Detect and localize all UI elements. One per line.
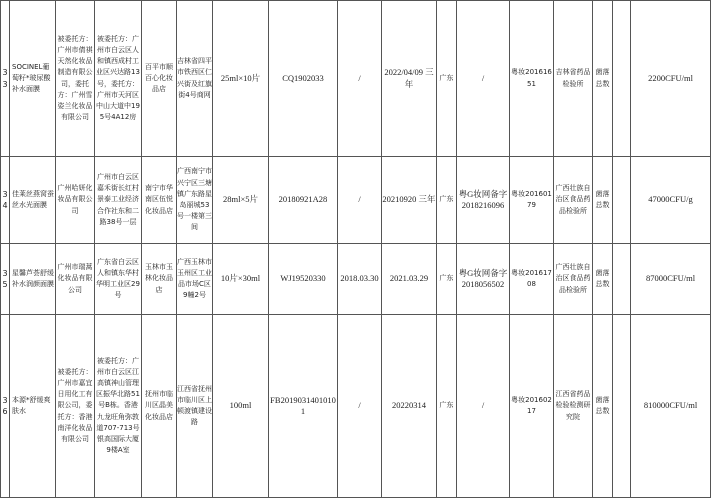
manufacturer: 广州市瑞蒿化妆品有限公司 <box>56 244 95 315</box>
row-number: 34 <box>1 157 10 244</box>
table-row <box>1 1 711 157</box>
manufacturer-address: 广东省白云区人和镇东华村华明工业区29号 <box>95 244 142 315</box>
manufacturer: 被委托方：广州市嘉宜日用化工有限公司，委托方：香港南洋化妆品有限公司 <box>56 315 95 498</box>
testing-unit: 江西省药品检验检测研究院 <box>554 315 593 498</box>
manufacturer-address: 被委托方：广州市白云区江高镇神山管理区振华北路51号B栋。香港九龙旺角弥敦道707-713号银高国际大厦9楼A室 <box>95 315 142 498</box>
manufacturer-address: 广州市白云区嘉禾街长红村景泰工业经济合作社东和二路38号一层 <box>95 157 142 244</box>
approval-number: 粤妆20160217 <box>510 315 554 498</box>
specification: 100ml <box>213 315 269 498</box>
license-number: / <box>457 315 510 498</box>
empty-cell <box>613 157 631 244</box>
origin: 广东 <box>437 244 457 315</box>
test-result: 47000CFU/g <box>631 157 711 244</box>
sampling-address: 吉林省四平市铁西区仁兴街及红旗街4号商网 <box>177 1 213 157</box>
test-item: 菌落总数 <box>593 315 613 498</box>
specification: 10片×30ml <box>213 244 269 315</box>
approval-number: 粤妆20161651 <box>510 1 554 157</box>
expiry-date: 2021.03.29 <box>382 244 437 315</box>
license-number: / <box>457 1 510 157</box>
product-name: 星馨芦荟舒缓补水润颜面膜 <box>10 244 56 315</box>
product-name: SOCINEL葡萄籽*玻尿酸补水面膜 <box>10 1 56 157</box>
license-number: 粤G妆网备字2018216096 <box>457 157 510 244</box>
batch-number: FB20190314010101 <box>269 315 338 498</box>
table-row <box>1 315 711 498</box>
origin: 广东 <box>437 315 457 498</box>
product-name: 本源*舒缓爽肤水 <box>10 315 56 498</box>
expiry-date: 20220314 <box>382 315 437 498</box>
batch-number: WJ19520330 <box>269 244 338 315</box>
approval-number: 粤妆20160179 <box>510 157 554 244</box>
row-number: 36 <box>1 315 10 498</box>
production-date: 2018.03.30 <box>338 244 382 315</box>
table-row <box>1 244 711 315</box>
origin: 广东 <box>437 157 457 244</box>
test-item: 菌落总数 <box>593 1 613 157</box>
approval-number: 粤妆20161708 <box>510 244 554 315</box>
origin: 广东 <box>437 1 457 157</box>
test-item: 菌落总数 <box>593 244 613 315</box>
sampling-unit: 玉林市玉林化妆品店 <box>142 244 177 315</box>
manufacturer-address: 被委托方：广州市白云区人和镇西成村工业区兴达路13号，委托方：广州市天河区中山大道中195号4A12房 <box>95 1 142 157</box>
testing-unit: 吉林省药品检验所 <box>554 1 593 157</box>
test-result: 2200CFU/ml <box>631 1 711 157</box>
license-number: 粤G妆网备字2018056502 <box>457 244 510 315</box>
sampling-unit: 抚州市临川区晶美化妆品店 <box>142 315 177 498</box>
empty-cell <box>613 1 631 157</box>
empty-cell <box>613 315 631 498</box>
sampling-address: 广西玉林市玉州区工业品市场C区9幢2号 <box>177 244 213 315</box>
production-date: / <box>338 315 382 498</box>
batch-number: CQ1902033 <box>269 1 338 157</box>
testing-unit: 广西壮族自治区食品药品检验所 <box>554 157 593 244</box>
expiry-date: 20210920 三年 <box>382 157 437 244</box>
row-number: 33 <box>1 1 10 157</box>
production-date: / <box>338 1 382 157</box>
product-name: 佳莱丝燕窝蚕丝水光面膜 <box>10 157 56 244</box>
testing-unit: 广西壮族自治区食品药品检验所 <box>554 244 593 315</box>
test-result: 810000CFU/ml <box>631 315 711 498</box>
specification: 25ml×10片 <box>213 1 269 157</box>
table-row <box>1 157 711 244</box>
empty-cell <box>613 244 631 315</box>
sampling-address: 江西省抚州市临川区上顿渡镇建设路 <box>177 315 213 498</box>
sampling-unit: 南宁市华南区伍悦化妆品店 <box>142 157 177 244</box>
production-date: / <box>338 157 382 244</box>
test-item: 菌落总数 <box>593 157 613 244</box>
specification: 28ml×5片 <box>213 157 269 244</box>
expiry-date: 2022/04/09 三年 <box>382 1 437 157</box>
batch-number: 20180921A28 <box>269 157 338 244</box>
test-result: 87000CFU/ml <box>631 244 711 315</box>
sampling-address: 广西南宁市兴宁区三塘镇广东路星岛丽城53号一楼第三间 <box>177 157 213 244</box>
sampling-unit: 百平市顺百心化妆品店 <box>142 1 177 157</box>
manufacturer: 被委托方：广州市倩祺天然化妆品制造有限公司，委托方：广州雪姿兰化妆品有限公司 <box>56 1 95 157</box>
manufacturer: 广州哈妍化妆品有限公司 <box>56 157 95 244</box>
row-number: 35 <box>1 244 10 315</box>
